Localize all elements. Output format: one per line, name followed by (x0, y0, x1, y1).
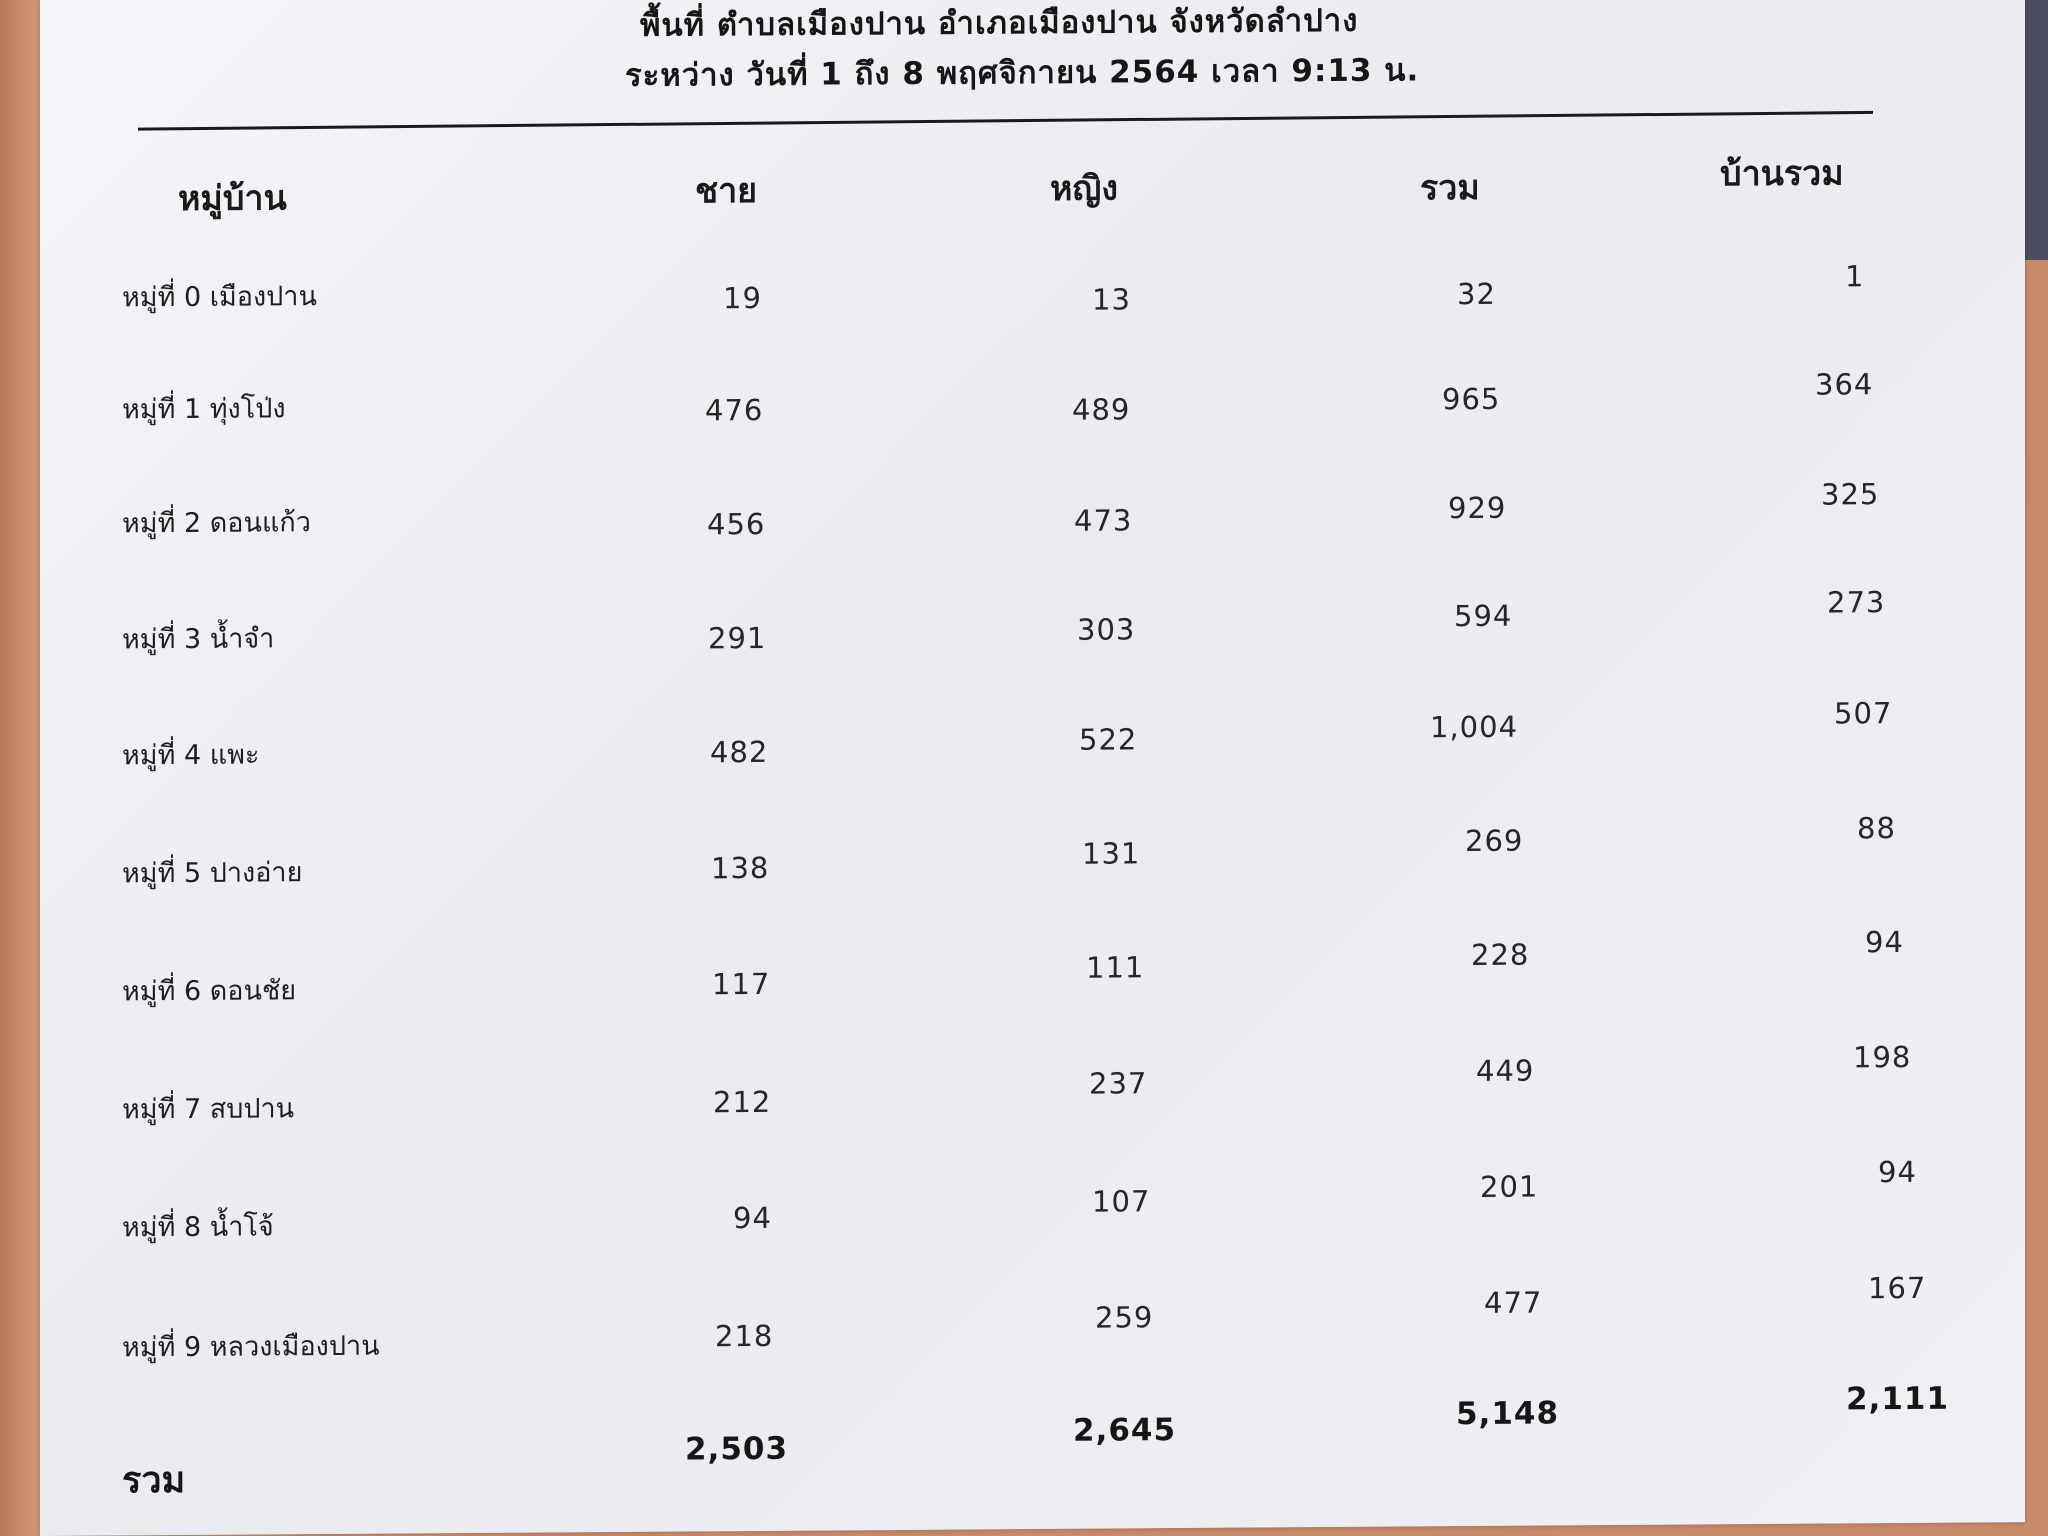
male-count: 138 (711, 850, 770, 886)
male-count: 482 (710, 734, 769, 770)
village-name: หมู่ที่ 2 ดอนแก้ว (122, 507, 311, 540)
column-header-male: ชาย (695, 170, 758, 212)
male-count: 19 (723, 280, 762, 316)
houses-count: 364 (1815, 367, 1874, 402)
total-count: 965 (1442, 381, 1501, 417)
village-name: หมู่ที่ 0 เมืองปาน (122, 281, 317, 314)
village-name: หมู่ที่ 8 น้ำโจ้ (122, 1211, 274, 1244)
female-count: 107 (1092, 1184, 1151, 1219)
female-count: 489 (1072, 392, 1131, 427)
houses-count: 198 (1853, 1039, 1912, 1075)
village-name: หมู่ที่ 9 หลวงเมืองปาน (122, 1330, 380, 1364)
village-name: หมู่ที่ 7 สบปาน (122, 1093, 295, 1126)
female-total: 2,645 (1073, 1412, 1177, 1449)
village-name: หมู่ที่ 6 ดอนชัย (122, 975, 297, 1008)
houses-count: 273 (1827, 585, 1886, 620)
female-count: 259 (1095, 1300, 1154, 1335)
header-area-line: พื้นที่ ตำบลเมืองปาน อำเภอเมืองปาน จังหวัดลำปาง (640, 2, 1359, 44)
total-count: 594 (1454, 598, 1513, 634)
male-count: 476 (705, 392, 764, 428)
houses-count: 88 (1857, 811, 1896, 846)
total-count: 269 (1465, 823, 1524, 859)
village-name: หมู่ที่ 4 แพะ (122, 739, 260, 772)
total-count: 449 (1476, 1053, 1535, 1088)
houses-count: 1 (1845, 259, 1865, 294)
village-name: หมู่ที่ 3 น้ำจำ (122, 623, 275, 656)
total-count: 1,004 (1430, 709, 1519, 745)
male-count: 291 (708, 620, 767, 656)
houses-count: 94 (1878, 1154, 1917, 1190)
total-count: 228 (1471, 937, 1530, 973)
female-count: 473 (1074, 503, 1133, 538)
houses-count: 325 (1821, 477, 1880, 512)
male-count: 456 (707, 506, 766, 542)
female-count: 237 (1089, 1066, 1148, 1101)
female-count: 111 (1086, 950, 1145, 985)
header-date-line: ระหว่าง วันที่ 1 ถึง 8 พฤศจิกายน 2564 เวลา 9:13 น. (625, 52, 1420, 94)
village-name: หมู่ที่ 5 ปางอ่าย (122, 857, 303, 890)
totals-label: รวม (122, 1459, 186, 1502)
houses-count: 94 (1865, 924, 1904, 960)
female-count: 522 (1079, 722, 1138, 757)
female-count: 131 (1082, 836, 1141, 871)
column-header-houses: บ้านรวม (1720, 153, 1844, 195)
houses-count: 167 (1868, 1270, 1927, 1306)
total-count: 32 (1457, 276, 1496, 312)
male-count: 94 (733, 1200, 772, 1236)
total-count: 929 (1448, 490, 1507, 526)
header-rule (138, 111, 1873, 131)
column-header-total: รวม (1420, 167, 1480, 209)
total-count: 477 (1484, 1285, 1543, 1320)
column-header-female: หญิง (1050, 168, 1118, 209)
village-name: หมู่ที่ 1 ทุ่งโป่ง (122, 393, 286, 426)
total-count: 201 (1480, 1169, 1539, 1204)
female-count: 13 (1092, 282, 1131, 317)
houses-count: 507 (1834, 696, 1893, 731)
male-total: 2,503 (685, 1430, 789, 1468)
female-count: 303 (1077, 612, 1136, 647)
houses-total: 2,111 (1846, 1380, 1950, 1418)
column-header-village: หมู่บ้าน (178, 178, 287, 220)
grand-total: 5,148 (1456, 1395, 1560, 1433)
male-count: 117 (712, 966, 771, 1002)
male-count: 218 (715, 1318, 774, 1354)
male-count: 212 (713, 1084, 772, 1120)
paper-sheet (40, 0, 2025, 1536)
